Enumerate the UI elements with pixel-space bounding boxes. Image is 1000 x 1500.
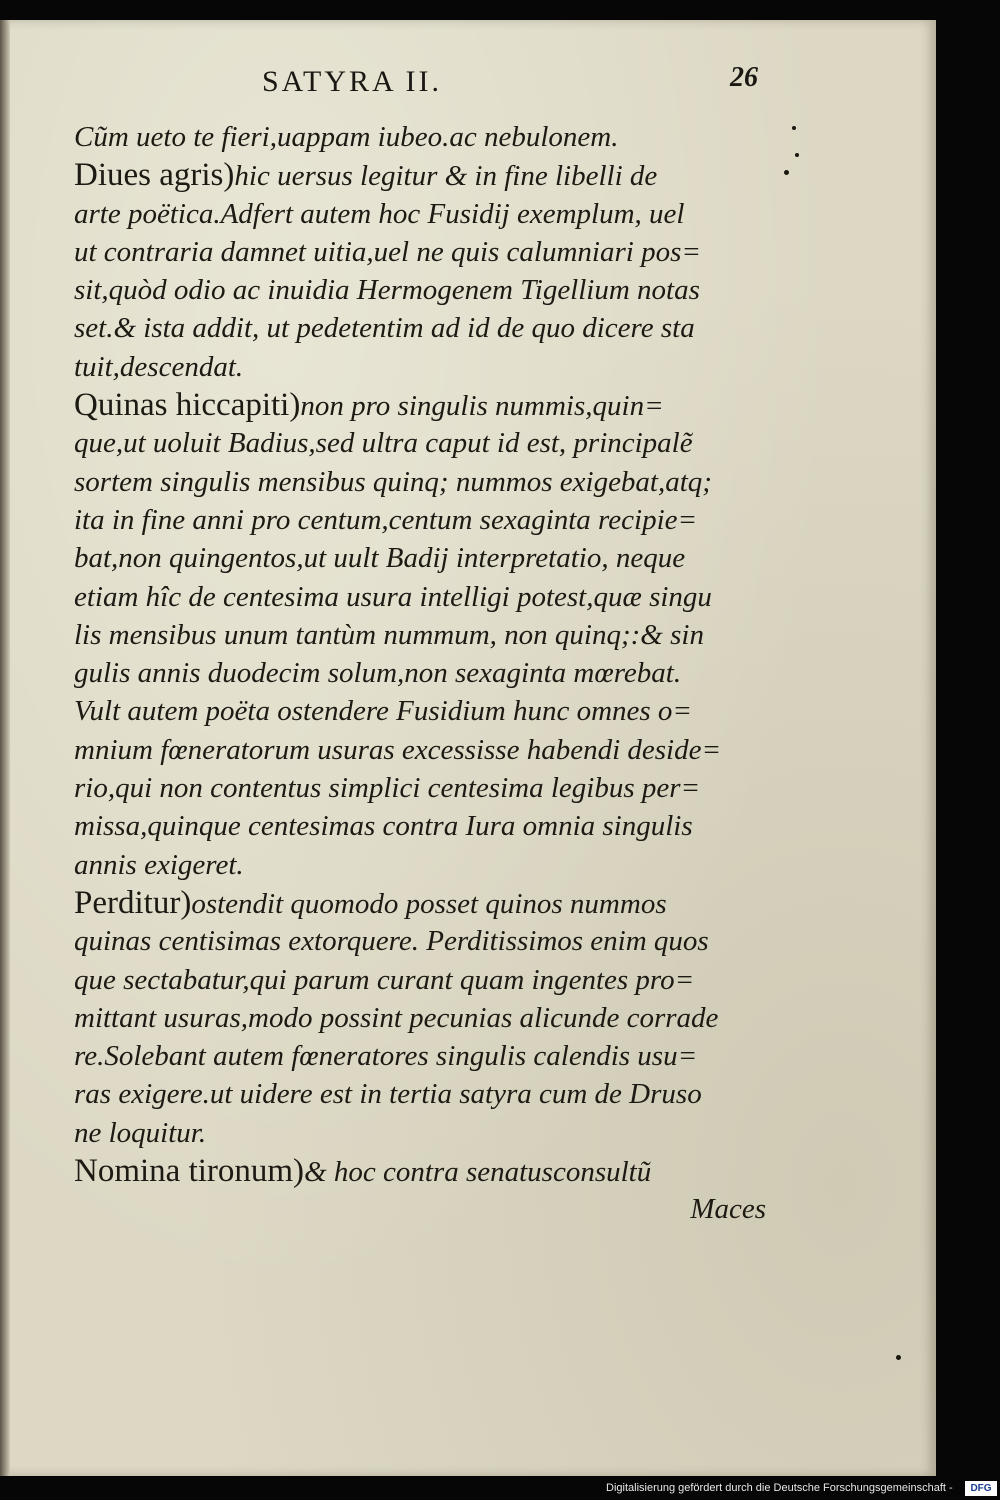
lemma: Nomina tironum) (74, 1153, 305, 1190)
book-page (0, 20, 936, 1476)
text-line: tuit,descendat. (74, 350, 244, 383)
text-line: Perditur)ostendit quomodo posset quinos nummos (74, 884, 667, 921)
text-line: Quinas hiccapiti)non pro singulis nummis,quin= (74, 387, 664, 424)
text-line: missa,quinque centesimas contra Iura omnia singulis (74, 810, 693, 843)
catchword: Maces (690, 1193, 766, 1226)
text-line: quinas centisimas extorquere. Perditissimos enim quos (74, 925, 709, 958)
text-line: mittant usuras,modo possint pecunias alicunde corrade (74, 1001, 719, 1034)
text-line: sit,quòd odio ac inuidia Hermogenem Tigellium notas (74, 274, 700, 307)
ink-speck (784, 170, 789, 175)
lemma: Diues agris) (74, 157, 235, 194)
text-line: ita in fine anni pro centum,centum sexaginta recipie= (74, 503, 698, 536)
text-line: set.& ista addit, ut pedetentim ad id de quo dicere sta (74, 312, 695, 345)
text-line: bat,non quingentos,ut uult Badij interpretatio, neque (74, 542, 686, 575)
text-line: Nomina tironum)& hoc contra senatusconsultũ (74, 1153, 652, 1190)
text-line: ut contraria damnet uitia,uel ne quis calumniari pos= (74, 235, 701, 268)
page-gutter-shadow (0, 20, 10, 1476)
lemma: Quinas hiccapiti) (74, 387, 301, 424)
text-line: gulis annis duodecim solum,non sexaginta mœrebat. (74, 657, 682, 690)
text-line: etiam hîc de centesima usura intelligi potest,quæ singu (74, 580, 712, 613)
text-line: re.Solebant autem fœneratores singulis calendis usu= (74, 1040, 698, 1073)
text-line: ne loquitur. (74, 1116, 207, 1149)
text-line: ras exigere.ut uidere est in tertia satyra cum de Druso (74, 1078, 702, 1111)
text-line: que sectabatur,qui parum curant quam ingentes pro= (74, 963, 695, 996)
ink-speck (896, 1355, 901, 1360)
text-line: Diues agris)hic uersus legitur & in fine libelli de (74, 157, 658, 194)
commentary-text (74, 118, 774, 1229)
dfg-logo: DFG (965, 1481, 997, 1496)
text-line: annis exigeret. (74, 848, 244, 881)
text-line: lis mensibus unum tantùm nummum, non quinq;:& sin (74, 618, 704, 651)
text-line: arte poëtica.Adfert autem hoc Fusidij exemplum, uel (74, 197, 685, 230)
running-head: SATYRA II. (262, 65, 443, 98)
text-line: rio,qui non contentus simplici centesima legibus per= (74, 772, 701, 805)
folio-number: 26 (730, 62, 758, 93)
ink-speck (792, 126, 796, 130)
text-line: Cũm ueto te fieri,uappam iubeo.ac nebulonem. (74, 121, 619, 153)
ink-speck (795, 153, 799, 157)
text-line: Vult autem poëta ostendere Fusidium hunc omnes o= (74, 695, 692, 728)
digitization-credit: Digitalisierung gefördert durch die Deutsche Forschungsgemeinschaft - (606, 1482, 953, 1494)
text-line: mnium fœneratorum usuras excessisse habendi deside= (74, 733, 722, 766)
text-line: sortem singulis mensibus quinq; nummos exigebat,atq; (74, 465, 712, 498)
text-line: que,ut uoluit Badius,sed ultra caput id est, principalẽ (74, 427, 693, 460)
lemma: Perditur) (74, 884, 192, 921)
